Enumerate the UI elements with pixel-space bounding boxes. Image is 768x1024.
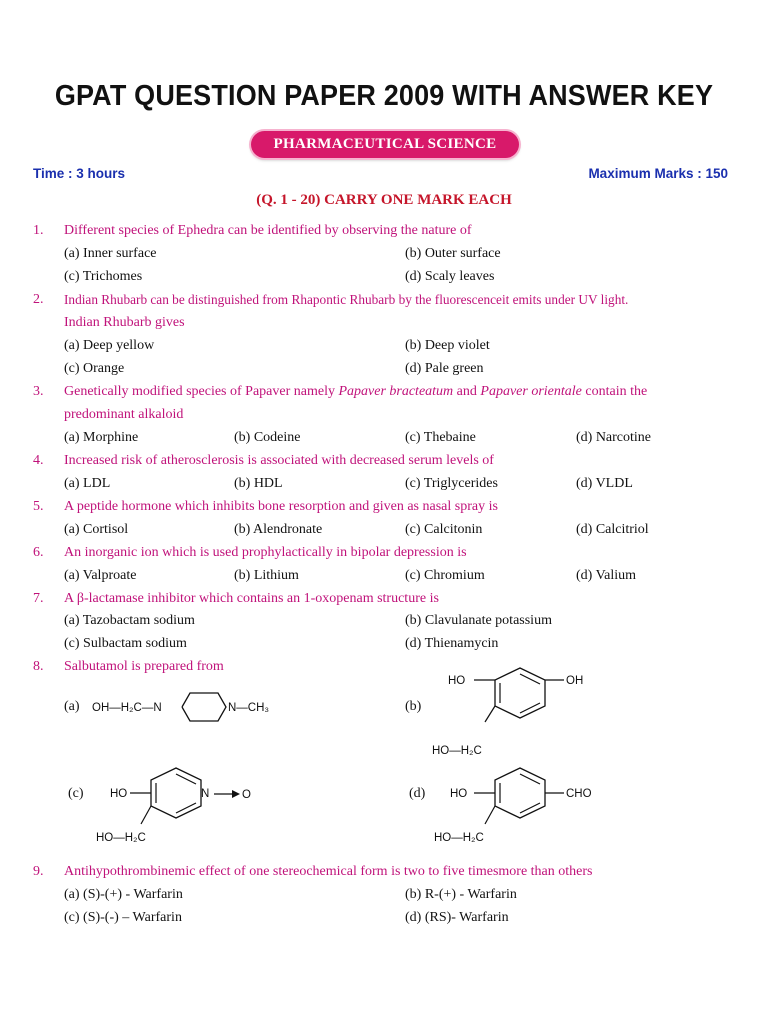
structure-a-right-text: N—CH₃ bbox=[228, 702, 270, 714]
question-text: Genetically modified species of Papaver namely Papaver bracteatum and Papaver orientale contain the bbox=[64, 384, 648, 399]
structure-b-ho: HO bbox=[448, 675, 466, 687]
question-text: Antihypothrombinemic effect of one stereochemical form is two to five timesmore than others bbox=[64, 864, 593, 879]
question-text: predominant alkaloid bbox=[64, 407, 184, 422]
structure-d-cho: CHO bbox=[566, 788, 592, 800]
option: (c) Orange bbox=[64, 361, 125, 376]
option-label: (c) bbox=[68, 786, 84, 801]
option: (b) Lithium bbox=[234, 568, 299, 583]
option: (a) Tazobactam sodium bbox=[64, 613, 195, 628]
structure-c-o: O bbox=[242, 789, 251, 801]
option: (d) Valium bbox=[576, 568, 637, 583]
option: (a) LDL bbox=[64, 476, 111, 491]
question-number: 3. bbox=[33, 384, 44, 399]
max-marks-label: Maximum Marks : 150 bbox=[588, 166, 728, 181]
structure-a-piperazine bbox=[90, 674, 290, 744]
question-number: 8. bbox=[33, 659, 44, 674]
option-label: (b) bbox=[405, 699, 422, 714]
option: (b) Clavulanate potassium bbox=[405, 613, 552, 628]
option: (d) Calcitriol bbox=[576, 522, 649, 537]
option: (c) Triglycerides bbox=[405, 476, 498, 491]
option: (a) Cortisol bbox=[64, 522, 129, 537]
structure-c-ho: HO bbox=[110, 788, 128, 800]
paper-title: GPAT QUESTION PAPER 2009 WITH ANSWER KEY bbox=[54, 80, 714, 112]
option: (c) Trichomes bbox=[64, 269, 143, 284]
structure-b-ch2oh: HO—H₂C bbox=[432, 745, 482, 757]
structure-c-ch2oh: HO—H₂C bbox=[96, 832, 146, 844]
question-number: 1. bbox=[33, 223, 44, 238]
section-heading: (Q. 1 - 20) CARRY ONE MARK EACH bbox=[256, 192, 512, 208]
structure-c-n: N bbox=[201, 788, 210, 800]
option: (a) Inner surface bbox=[64, 246, 157, 261]
structure-b-benzene bbox=[432, 662, 620, 762]
question-number: 9. bbox=[33, 864, 44, 879]
question-number: 6. bbox=[33, 545, 44, 560]
option: (b) Codeine bbox=[234, 430, 301, 445]
option: (d) Scaly leaves bbox=[405, 269, 495, 284]
option: (c) Chromium bbox=[405, 568, 485, 583]
question-text: Salbutamol is prepared from bbox=[64, 659, 224, 674]
option: (a) Morphine bbox=[64, 430, 139, 445]
option: (d) Narcotine bbox=[576, 430, 652, 445]
option: (d) (RS)- Warfarin bbox=[405, 910, 509, 925]
question-text: Increased risk of atherosclerosis is associated with decreased serum levels of bbox=[64, 453, 494, 468]
option: (d) Pale green bbox=[405, 361, 484, 376]
structure-d-benzaldehyde bbox=[434, 754, 620, 854]
option: (a) Deep yellow bbox=[64, 338, 155, 353]
option: (a) (S)-(+) - Warfarin bbox=[64, 887, 183, 902]
option-label: (d) bbox=[409, 786, 426, 801]
option: (b) Deep violet bbox=[405, 338, 490, 353]
question-number: 2. bbox=[33, 292, 44, 307]
option: (c) Sulbactam sodium bbox=[64, 636, 187, 651]
question-number: 5. bbox=[33, 499, 44, 514]
option: (c) (S)-(-) – Warfarin bbox=[64, 910, 182, 925]
structure-a-left-text: OH—H₂C—N bbox=[92, 702, 162, 714]
structure-d-ch2oh: HO—H₂C bbox=[434, 832, 484, 844]
option: (c) Thebaine bbox=[405, 430, 476, 445]
structure-c-pyridine-n-oxide bbox=[96, 754, 276, 854]
option: (b) R-(+) - Warfarin bbox=[405, 887, 517, 902]
option: (d) Thienamycin bbox=[405, 636, 499, 651]
question-text: An inorganic ion which is used prophylactically in bipolar depression is bbox=[64, 545, 467, 560]
question-text: Indian Rhubarb can be distinguished from Rhapontic Rhubarb by the fluorescenceit emits under UV light. bbox=[64, 292, 629, 307]
time-label: Time : 3 hours bbox=[33, 166, 126, 181]
option: (a) Valproate bbox=[64, 568, 137, 583]
question-text: Different species of Ephedra can be identified by observing the nature of bbox=[64, 223, 472, 238]
option-label: (a) bbox=[64, 699, 80, 714]
structure-d-ho: HO bbox=[450, 788, 468, 800]
question-text: A peptide hormone which inhibits bone resorption and given as nasal spray is bbox=[64, 499, 498, 514]
question-text: A β-lactamase inhibitor which contains an 1-oxopenam structure is bbox=[64, 591, 439, 606]
question-text: Indian Rhubarb gives bbox=[64, 315, 185, 330]
option: (d) VLDL bbox=[576, 476, 633, 491]
option: (b) Alendronate bbox=[234, 522, 323, 537]
structure-b-oh: OH bbox=[566, 675, 584, 687]
subject-badge: PHARMACEUTICAL SCIENCE bbox=[251, 131, 519, 158]
question-number: 7. bbox=[33, 591, 44, 606]
question-number: 4. bbox=[33, 453, 44, 468]
option: (b) HDL bbox=[234, 476, 283, 491]
option: (c) Calcitonin bbox=[405, 522, 483, 537]
option: (b) Outer surface bbox=[405, 246, 501, 261]
